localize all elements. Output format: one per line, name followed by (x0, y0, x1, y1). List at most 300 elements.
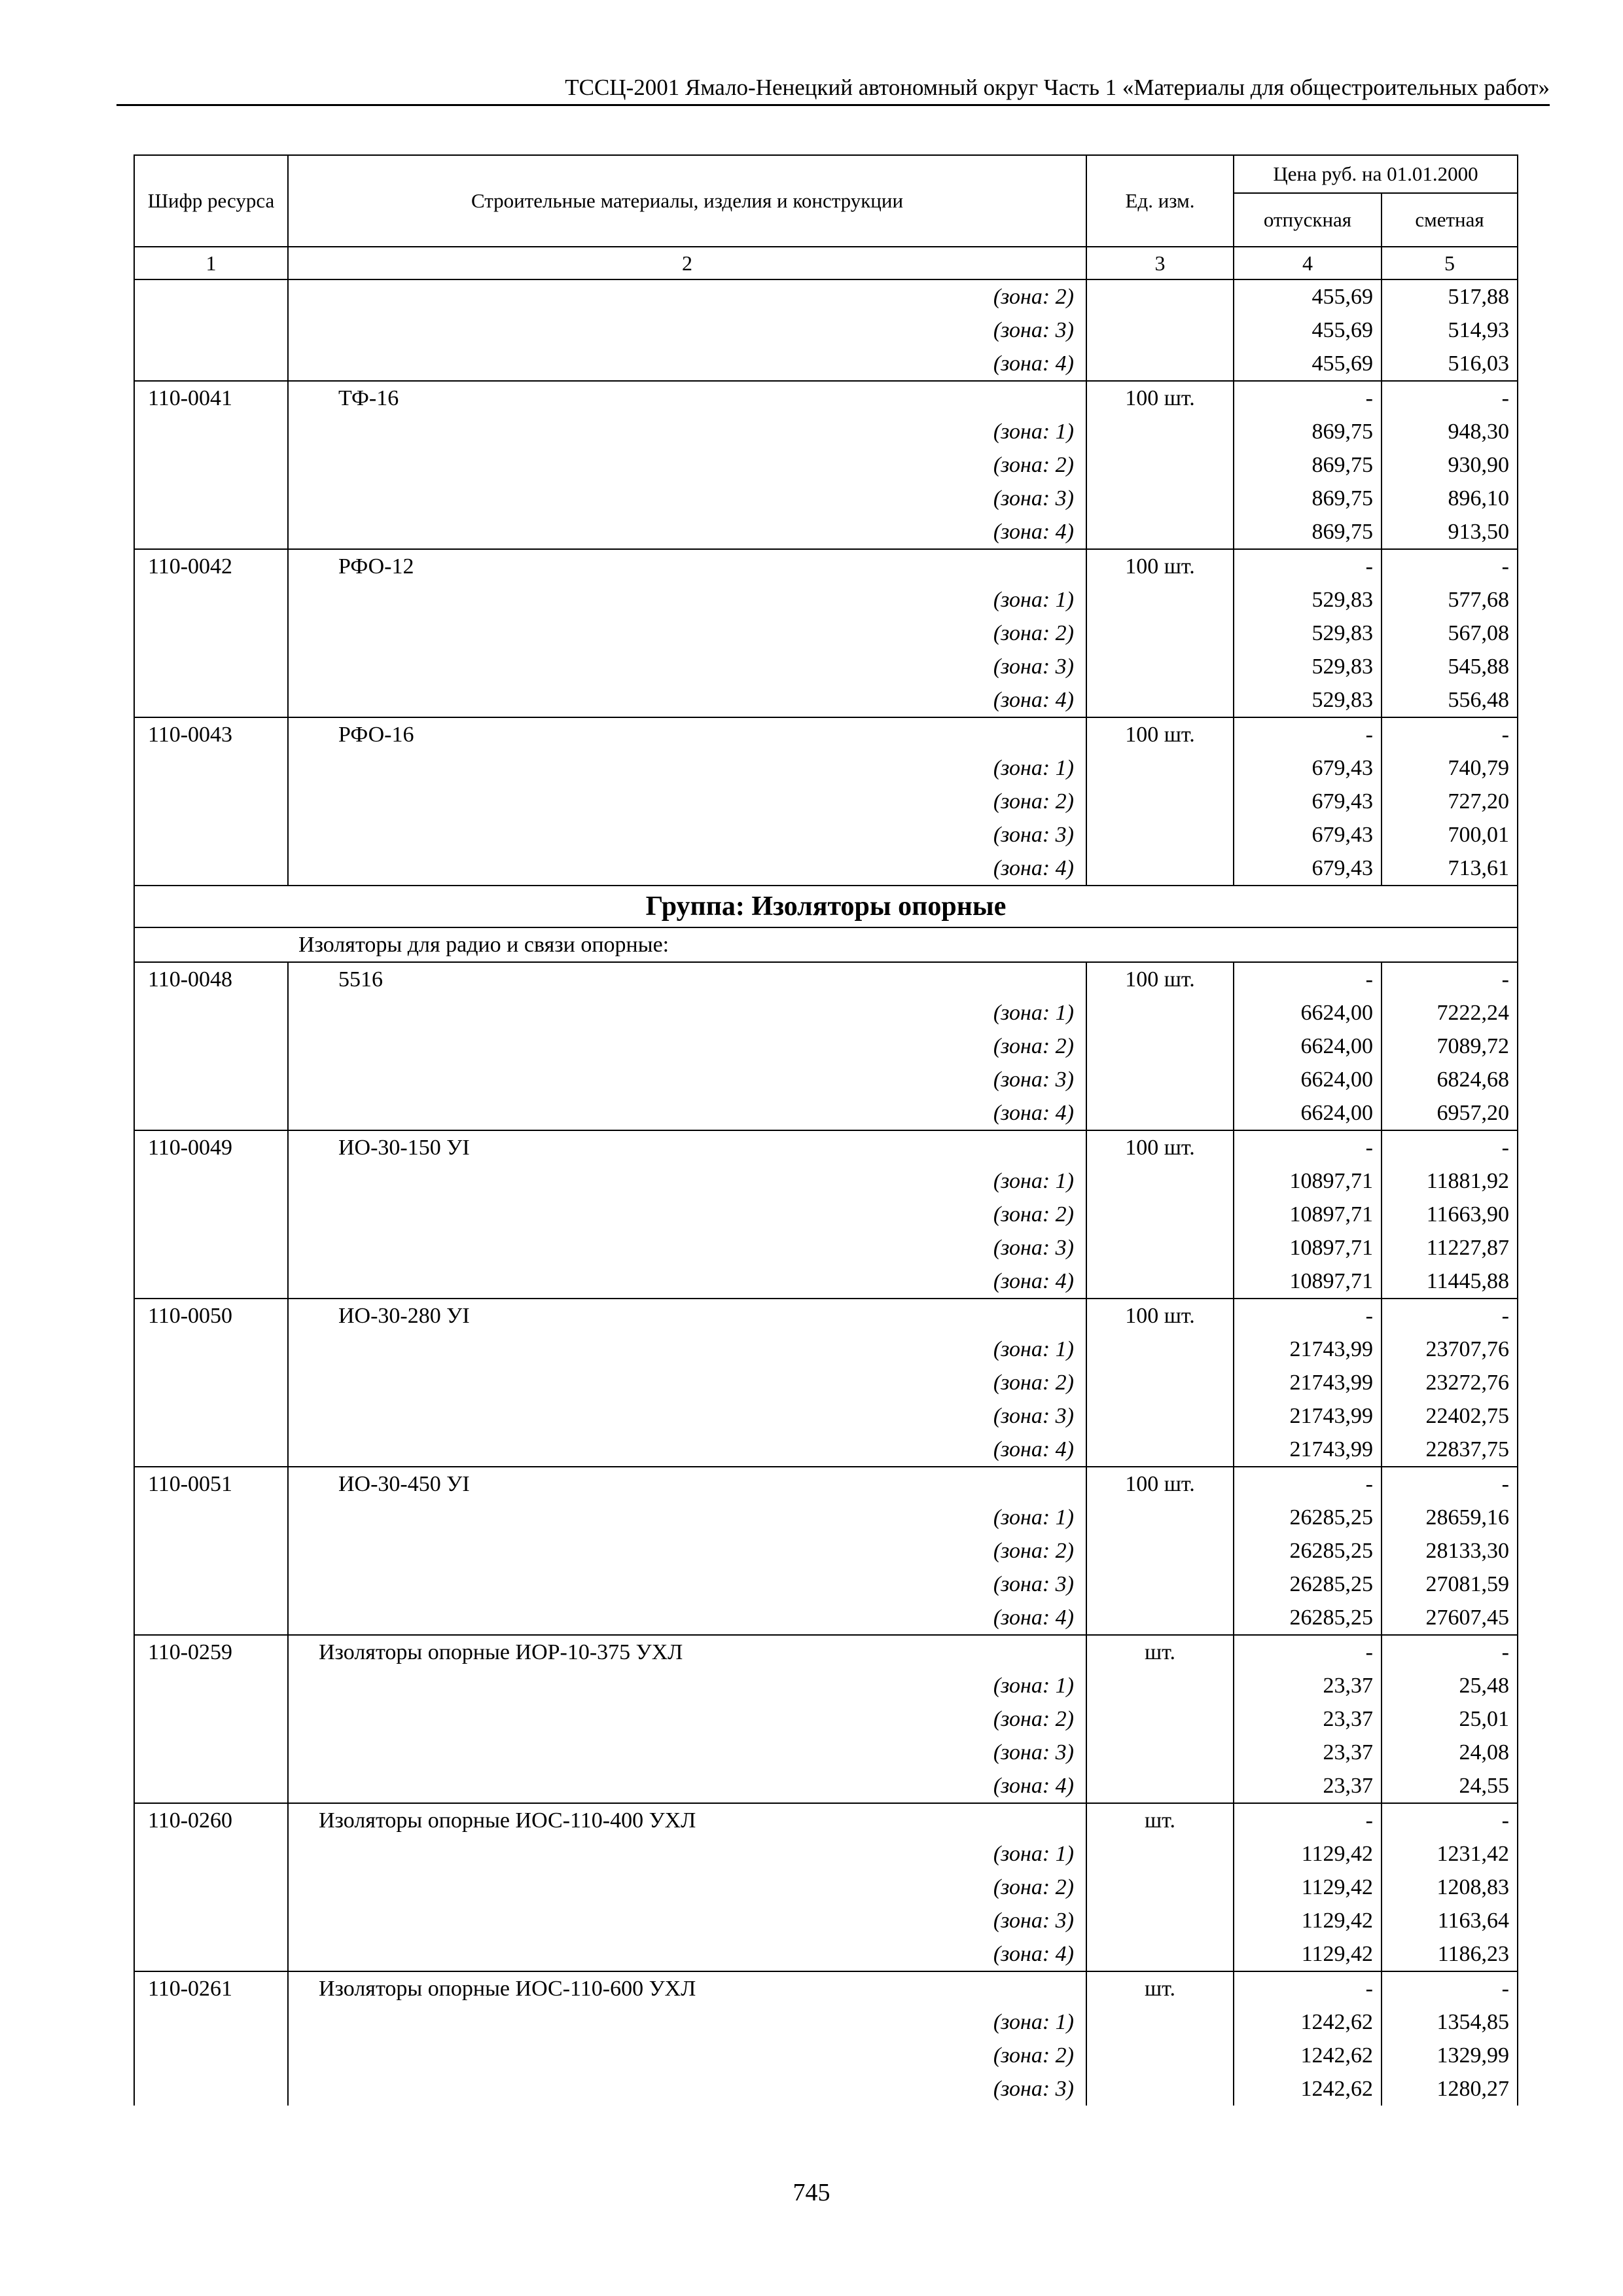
release-price: - (1234, 962, 1382, 996)
resource-code: 110-0043 (134, 717, 288, 751)
code-cell (134, 1265, 288, 1299)
resource-code: 110-0042 (134, 549, 288, 583)
item-row (134, 717, 1518, 751)
running-header: ТССЦ-2001 Ямало-Ненецкий автономный округ Часть 1 «Материалы для общестроительных работ» (565, 75, 1550, 100)
code-cell (134, 1164, 288, 1198)
unit-cell (1086, 1096, 1234, 1130)
release-price: - (1234, 1467, 1382, 1501)
estimate-price: 913,50 (1382, 515, 1518, 549)
unit-cell (1086, 2072, 1234, 2106)
group-heading-row (134, 886, 1518, 927)
unit-cell (1086, 1669, 1234, 1702)
unit-cell (1086, 448, 1234, 482)
zone-row (134, 751, 1518, 785)
code-cell (134, 751, 288, 785)
unit-of-measure: 100 шт. (1086, 962, 1234, 996)
estimate-price: 1208,83 (1382, 1871, 1518, 1904)
unit-cell (1086, 314, 1234, 347)
zone-row (134, 1871, 1518, 1904)
unit-cell (1086, 1164, 1234, 1198)
unit-cell (1086, 515, 1234, 549)
zone-row (134, 1937, 1518, 1971)
resource-code: 110-0261 (134, 1971, 288, 2005)
release-price: - (1234, 1635, 1382, 1669)
code-cell (134, 617, 288, 650)
code-cell (134, 515, 288, 549)
column-number-1: 1 (134, 247, 288, 279)
unit-cell (1086, 1265, 1234, 1299)
unit-cell (1086, 1871, 1234, 1904)
unit-of-measure: 100 шт. (1086, 381, 1234, 415)
release-price: 10897,71 (1234, 1164, 1382, 1198)
zone-label: (зона: 4) (288, 1433, 1086, 1467)
zone-row (134, 279, 1518, 314)
material-name: ТФ-16 (288, 381, 1086, 415)
estimate-price: 517,88 (1382, 279, 1518, 314)
estimate-price: 930,90 (1382, 448, 1518, 482)
zone-row (134, 785, 1518, 818)
unit-cell (1086, 1433, 1234, 1467)
unit-of-measure: 100 шт. (1086, 549, 1234, 583)
release-price: 869,75 (1234, 448, 1382, 482)
zone-row (134, 1736, 1518, 1769)
release-price: 679,43 (1234, 785, 1382, 818)
release-price: - (1234, 549, 1382, 583)
release-price: 23,37 (1234, 1736, 1382, 1769)
code-cell (134, 1399, 288, 1433)
release-price: 23,37 (1234, 1769, 1382, 1803)
unit-cell (1086, 1534, 1234, 1568)
release-price: 10897,71 (1234, 1231, 1382, 1265)
column-number-3: 3 (1086, 247, 1234, 279)
zone-label: (зона: 2) (288, 1366, 1086, 1399)
estimate-price: - (1382, 549, 1518, 583)
column-number-4: 4 (1234, 247, 1382, 279)
zone-row (134, 2005, 1518, 2039)
release-price: 6624,00 (1234, 1030, 1382, 1063)
code-cell (134, 1904, 288, 1937)
estimate-price: 1231,42 (1382, 1837, 1518, 1871)
resource-code: 110-0259 (134, 1635, 288, 1669)
release-price: 26285,25 (1234, 1534, 1382, 1568)
column-header-estimate-price: сметная (1382, 193, 1518, 247)
unit-of-measure: 100 шт. (1086, 1467, 1234, 1501)
estimate-price: 11881,92 (1382, 1164, 1518, 1198)
zone-label: (зона: 1) (288, 1669, 1086, 1702)
zone-label: (зона: 3) (288, 482, 1086, 515)
unit-of-measure: шт. (1086, 1803, 1234, 1837)
release-price: - (1234, 381, 1382, 415)
release-price: 1129,42 (1234, 1871, 1382, 1904)
release-price: 6624,00 (1234, 996, 1382, 1030)
page-number: 745 (793, 2179, 830, 2206)
unit-cell (1086, 2005, 1234, 2039)
zone-row (134, 1601, 1518, 1635)
subgroup-heading-row (134, 927, 1518, 962)
zone-label: (зона: 1) (288, 751, 1086, 785)
unit-cell (1086, 279, 1234, 314)
release-price: 23,37 (1234, 1669, 1382, 1702)
unit-cell (1086, 1231, 1234, 1265)
code-cell (134, 415, 288, 448)
code-cell (134, 347, 288, 381)
zone-label: (зона: 4) (288, 683, 1086, 717)
item-row (134, 1803, 1518, 1837)
zone-label: (зона: 4) (288, 347, 1086, 381)
release-price: 1129,42 (1234, 1937, 1382, 1971)
estimate-price: - (1382, 1130, 1518, 1164)
code-cell (134, 2039, 288, 2072)
zone-row (134, 1333, 1518, 1366)
unit-cell (1086, 1736, 1234, 1769)
zone-row (134, 482, 1518, 515)
zone-row (134, 347, 1518, 381)
zone-label: (зона: 3) (288, 314, 1086, 347)
release-price: 21743,99 (1234, 1399, 1382, 1433)
unit-cell (1086, 818, 1234, 852)
estimate-price: 11663,90 (1382, 1198, 1518, 1231)
item-row (134, 1299, 1518, 1333)
unit-of-measure: 100 шт. (1086, 1299, 1234, 1333)
zone-label: (зона: 1) (288, 1837, 1086, 1871)
release-price: 455,69 (1234, 347, 1382, 381)
zone-label: (зона: 3) (288, 1231, 1086, 1265)
column-header-price-group: Цена руб. на 01.01.2000 (1234, 155, 1518, 193)
estimate-price: 1186,23 (1382, 1937, 1518, 1971)
release-price: 869,75 (1234, 482, 1382, 515)
zone-label: (зона: 4) (288, 1937, 1086, 1971)
release-price: 529,83 (1234, 617, 1382, 650)
table-head (134, 155, 1518, 279)
estimate-price: 545,88 (1382, 650, 1518, 683)
zone-label: (зона: 1) (288, 583, 1086, 617)
estimate-price: 7222,24 (1382, 996, 1518, 1030)
zone-row (134, 2039, 1518, 2072)
estimate-price: 727,20 (1382, 785, 1518, 818)
unit-cell (1086, 1937, 1234, 1971)
column-number-5: 5 (1382, 247, 1518, 279)
zone-label: (зона: 1) (288, 415, 1086, 448)
code-cell (134, 1030, 288, 1063)
release-price: 529,83 (1234, 683, 1382, 717)
code-cell (134, 1837, 288, 1871)
zone-row (134, 1904, 1518, 1937)
code-cell (134, 314, 288, 347)
zone-row (134, 1534, 1518, 1568)
unit-cell (1086, 1333, 1234, 1366)
zone-row (134, 1164, 1518, 1198)
zone-label: (зона: 2) (288, 1534, 1086, 1568)
unit-cell (1086, 482, 1234, 515)
estimate-price: 1354,85 (1382, 2005, 1518, 2039)
release-price: - (1234, 1803, 1382, 1837)
material-name: Изоляторы опорные ИОС-110-600 УХЛ (288, 1971, 1086, 2005)
zone-label: (зона: 1) (288, 1164, 1086, 1198)
resource-code: 110-0048 (134, 962, 288, 996)
zone-label: (зона: 2) (288, 2039, 1086, 2072)
zone-row (134, 1568, 1518, 1601)
code-cell (134, 1333, 288, 1366)
column-header-code: Шифр ресурса (134, 155, 288, 247)
estimate-price: 516,03 (1382, 347, 1518, 381)
zone-label: (зона: 3) (288, 1063, 1086, 1096)
release-price: 21743,99 (1234, 1333, 1382, 1366)
zone-label: (зона: 1) (288, 996, 1086, 1030)
code-cell (134, 1669, 288, 1702)
release-price: - (1234, 1971, 1382, 2005)
zone-label: (зона: 4) (288, 1601, 1086, 1635)
zone-row (134, 448, 1518, 482)
material-name: РФО-16 (288, 717, 1086, 751)
material-name: ИО-30-150 УI (288, 1130, 1086, 1164)
estimate-price: 1163,64 (1382, 1904, 1518, 1937)
release-price: 1242,62 (1234, 2072, 1382, 2106)
release-price: 1129,42 (1234, 1837, 1382, 1871)
zone-row (134, 1030, 1518, 1063)
release-price: 23,37 (1234, 1702, 1382, 1736)
estimate-price: 556,48 (1382, 683, 1518, 717)
unit-cell (1086, 650, 1234, 683)
column-header-name: Строительные материалы, изделия и конструкции (288, 155, 1086, 247)
estimate-price: 25,48 (1382, 1669, 1518, 1702)
zone-label: (зона: 4) (288, 1096, 1086, 1130)
code-cell (134, 448, 288, 482)
unit-cell (1086, 1030, 1234, 1063)
release-price: 529,83 (1234, 650, 1382, 683)
unit-cell (1086, 1601, 1234, 1635)
zone-row (134, 415, 1518, 448)
zone-row (134, 650, 1518, 683)
estimate-price: - (1382, 962, 1518, 996)
zone-row (134, 1231, 1518, 1265)
code-cell (134, 1769, 288, 1803)
code-cell (134, 1433, 288, 1467)
zone-row (134, 1096, 1518, 1130)
release-price: 21743,99 (1234, 1366, 1382, 1399)
zone-row (134, 515, 1518, 549)
unit-cell (1086, 1702, 1234, 1736)
estimate-price: 713,61 (1382, 852, 1518, 886)
zone-label: (зона: 3) (288, 1736, 1086, 1769)
zone-label: (зона: 3) (288, 650, 1086, 683)
estimate-price: - (1382, 1299, 1518, 1333)
zone-label: (зона: 2) (288, 785, 1086, 818)
zone-row (134, 818, 1518, 852)
code-cell (134, 683, 288, 717)
zone-label: (зона: 3) (288, 2072, 1086, 2106)
estimate-price: - (1382, 1803, 1518, 1837)
estimate-price: 700,01 (1382, 818, 1518, 852)
release-price: 679,43 (1234, 852, 1382, 886)
material-name: Изоляторы опорные ИОР-10-375 УХЛ (288, 1635, 1086, 1669)
release-price: 869,75 (1234, 415, 1382, 448)
unit-cell (1086, 1837, 1234, 1871)
release-price: 10897,71 (1234, 1265, 1382, 1299)
zone-label: (зона: 2) (288, 1030, 1086, 1063)
zone-row (134, 996, 1518, 1030)
zone-label: (зона: 3) (288, 1568, 1086, 1601)
unit-cell (1086, 1568, 1234, 1601)
code-cell (134, 1063, 288, 1096)
estimate-price: 1280,27 (1382, 2072, 1518, 2106)
table-body-a (134, 279, 1518, 886)
code-cell (134, 1601, 288, 1635)
unit-cell (1086, 751, 1234, 785)
estimate-price: 23707,76 (1382, 1333, 1518, 1366)
resource-code: 110-0041 (134, 381, 288, 415)
estimate-price: 27081,59 (1382, 1568, 1518, 1601)
material-name: 5516 (288, 962, 1086, 996)
code-cell (134, 583, 288, 617)
zone-label: (зона: 1) (288, 1333, 1086, 1366)
zone-label: (зона: 2) (288, 279, 1086, 314)
release-price: 455,69 (1234, 314, 1382, 347)
resource-code: 110-0260 (134, 1803, 288, 1837)
column-number-2: 2 (288, 247, 1086, 279)
zone-label: (зона: 2) (288, 1871, 1086, 1904)
unit-cell (1086, 347, 1234, 381)
release-price: - (1234, 1299, 1382, 1333)
release-price: 1129,42 (1234, 1904, 1382, 1937)
release-price: 1242,62 (1234, 2005, 1382, 2039)
code-cell (134, 482, 288, 515)
unit-cell (1086, 1366, 1234, 1399)
code-cell (134, 996, 288, 1030)
estimate-price: 25,01 (1382, 1702, 1518, 1736)
zone-row (134, 1366, 1518, 1399)
resource-code: 110-0049 (134, 1130, 288, 1164)
unit-cell (1086, 785, 1234, 818)
unit-cell (1086, 583, 1234, 617)
zone-label: (зона: 1) (288, 2005, 1086, 2039)
zone-row (134, 1433, 1518, 1467)
material-name: ИО-30-280 УI (288, 1299, 1086, 1333)
unit-cell (1086, 617, 1234, 650)
zone-row (134, 1769, 1518, 1803)
code-cell (134, 852, 288, 886)
estimate-price: 577,68 (1382, 583, 1518, 617)
release-price: 26285,25 (1234, 1568, 1382, 1601)
table-body-b (134, 886, 1518, 2106)
unit-cell (1086, 2039, 1234, 2072)
zone-row (134, 314, 1518, 347)
zone-label: (зона: 2) (288, 1702, 1086, 1736)
release-price: 26285,25 (1234, 1501, 1382, 1534)
estimate-price: - (1382, 1467, 1518, 1501)
release-price: 10897,71 (1234, 1198, 1382, 1231)
zone-row (134, 1063, 1518, 1096)
code-cell (134, 2005, 288, 2039)
item-row (134, 549, 1518, 583)
item-row (134, 1130, 1518, 1164)
code-cell (134, 1568, 288, 1601)
code-cell (134, 2072, 288, 2106)
release-price: 6624,00 (1234, 1063, 1382, 1096)
unit-cell (1086, 1063, 1234, 1096)
release-price: 869,75 (1234, 515, 1382, 549)
estimate-price: - (1382, 717, 1518, 751)
estimate-price: - (1382, 1971, 1518, 2005)
zone-label: (зона: 4) (288, 852, 1086, 886)
estimate-price: 6957,20 (1382, 1096, 1518, 1130)
price-table (134, 154, 1518, 2106)
zone-row (134, 852, 1518, 886)
estimate-price: 22837,75 (1382, 1433, 1518, 1467)
zone-row (134, 1399, 1518, 1433)
code-cell (134, 1366, 288, 1399)
release-price: 529,83 (1234, 583, 1382, 617)
release-price: 21743,99 (1234, 1433, 1382, 1467)
zone-row (134, 1669, 1518, 1702)
zone-label: (зона: 3) (288, 1904, 1086, 1937)
column-header-release-price: отпускная (1234, 193, 1382, 247)
estimate-price: 948,30 (1382, 415, 1518, 448)
group-heading: Группа: Изоляторы опорные (134, 886, 1518, 927)
code-cell (134, 1702, 288, 1736)
code-cell (134, 1736, 288, 1769)
unit-cell (1086, 996, 1234, 1030)
unit-cell (1086, 683, 1234, 717)
release-price: 26285,25 (1234, 1601, 1382, 1635)
code-cell (134, 1534, 288, 1568)
estimate-price: 24,08 (1382, 1736, 1518, 1769)
zone-label: (зона: 3) (288, 818, 1086, 852)
zone-row (134, 1702, 1518, 1736)
code-cell (134, 1231, 288, 1265)
unit-cell (1086, 1501, 1234, 1534)
unit-cell (1086, 1769, 1234, 1803)
release-price: 1242,62 (1234, 2039, 1382, 2072)
unit-cell (1086, 852, 1234, 886)
code-cell (134, 818, 288, 852)
estimate-price: 7089,72 (1382, 1030, 1518, 1063)
zone-row (134, 2072, 1518, 2106)
item-row (134, 1467, 1518, 1501)
estimate-price: 514,93 (1382, 314, 1518, 347)
zone-row (134, 683, 1518, 717)
estimate-price: - (1382, 381, 1518, 415)
zone-label: (зона: 2) (288, 617, 1086, 650)
material-name: РФО-12 (288, 549, 1086, 583)
item-row (134, 962, 1518, 996)
estimate-price: 567,08 (1382, 617, 1518, 650)
code-cell (134, 1937, 288, 1971)
resource-code: 110-0050 (134, 1299, 288, 1333)
code-cell (134, 1501, 288, 1534)
code-cell (134, 1096, 288, 1130)
release-price: 679,43 (1234, 751, 1382, 785)
unit-of-measure: 100 шт. (1086, 717, 1234, 751)
item-row (134, 1635, 1518, 1669)
zone-label: (зона: 3) (288, 1399, 1086, 1433)
unit-cell (1086, 1904, 1234, 1937)
unit-of-measure: шт. (1086, 1971, 1234, 2005)
zone-row (134, 1198, 1518, 1231)
zone-row (134, 583, 1518, 617)
estimate-price: 11445,88 (1382, 1265, 1518, 1299)
estimate-price: 23272,76 (1382, 1366, 1518, 1399)
estimate-price: 11227,87 (1382, 1231, 1518, 1265)
zone-label: (зона: 4) (288, 515, 1086, 549)
estimate-price: 740,79 (1382, 751, 1518, 785)
estimate-price: 6824,68 (1382, 1063, 1518, 1096)
estimate-price: 28133,30 (1382, 1534, 1518, 1568)
code-cell (134, 650, 288, 683)
material-name: Изоляторы опорные ИОС-110-400 УХЛ (288, 1803, 1086, 1837)
code-cell (134, 1198, 288, 1231)
estimate-price: 24,55 (1382, 1769, 1518, 1803)
zone-row (134, 1501, 1518, 1534)
